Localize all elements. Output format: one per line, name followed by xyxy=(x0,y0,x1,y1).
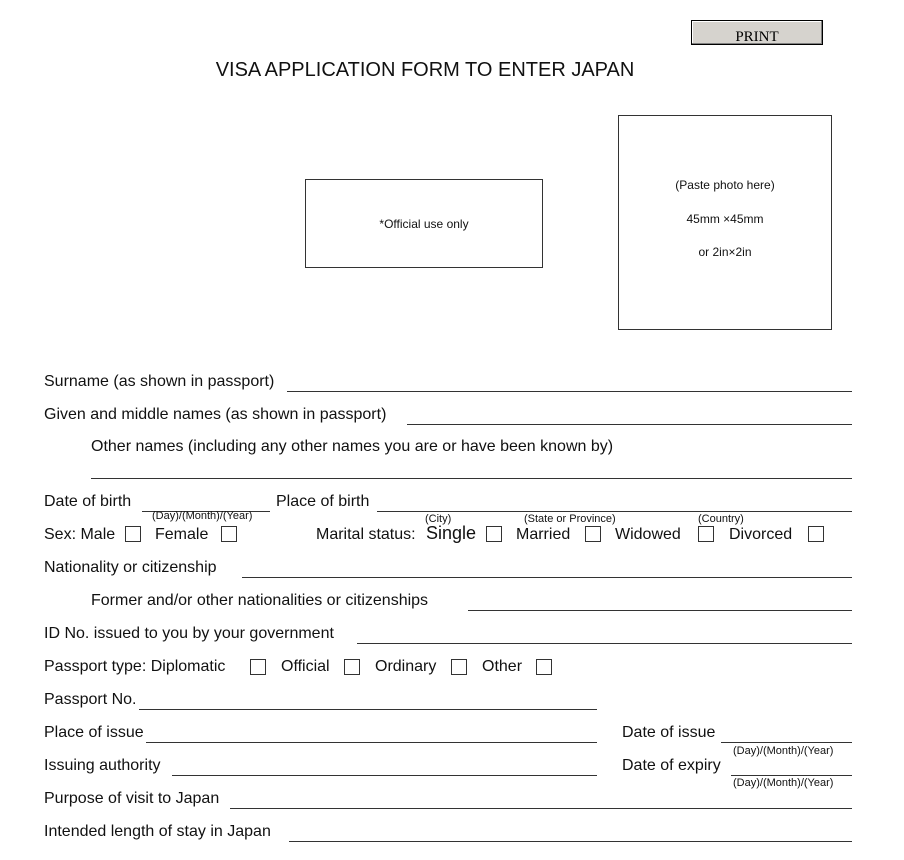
nationality-label: Nationality or citizenship xyxy=(44,559,217,576)
married-checkbox[interactable] xyxy=(585,526,601,542)
purpose-label: Purpose of visit to Japan xyxy=(44,790,220,807)
photo-instruction: (Paste photo here) xyxy=(675,178,775,192)
passport-type-label: Passport type: Diplomatic xyxy=(44,658,226,675)
widowed-checkbox[interactable] xyxy=(698,526,714,542)
passport-number-field[interactable] xyxy=(139,709,597,710)
date-of-expiry-field[interactable] xyxy=(731,775,852,776)
ordinary-checkbox[interactable] xyxy=(451,659,467,675)
form-title: VISA APPLICATION FORM TO ENTER JAPAN xyxy=(215,59,635,81)
issuing-authority-label: Issuing authority xyxy=(44,757,161,774)
photo-size-mm: 45mm ×45mm xyxy=(686,212,764,226)
other-checkbox[interactable] xyxy=(536,659,552,675)
issue-date-format-hint: (Day)/(Month)/(Year) xyxy=(733,745,834,757)
place-of-birth-label: Place of birth xyxy=(276,493,370,510)
date-of-expiry-label: Date of expiry xyxy=(622,757,721,774)
sex-female-label: Female xyxy=(155,526,209,543)
surname-field[interactable] xyxy=(287,391,852,392)
print-button[interactable]: PRINT xyxy=(691,20,823,45)
single-label: Single xyxy=(426,523,477,543)
given-names-field[interactable] xyxy=(407,424,852,425)
pob-city-hint: (City) xyxy=(425,513,452,525)
issuing-authority-field[interactable] xyxy=(172,775,597,776)
length-of-stay-label: Intended length of stay in Japan xyxy=(44,823,271,840)
passport-number-label: Passport No. xyxy=(44,691,137,708)
id-number-field[interactable] xyxy=(357,643,852,644)
place-of-birth-field[interactable] xyxy=(377,511,852,512)
nationality-field[interactable] xyxy=(242,577,852,578)
date-of-issue-label: Date of issue xyxy=(622,724,716,741)
official-use-box xyxy=(305,179,543,268)
widowed-label: Widowed xyxy=(615,526,681,543)
other-names-label: Other names (including any other names you are or have been known by) xyxy=(91,438,614,455)
ordinary-label: Ordinary xyxy=(375,658,437,675)
place-of-issue-label: Place of issue xyxy=(44,724,144,741)
single-checkbox[interactable] xyxy=(486,526,502,542)
length-of-stay-field[interactable] xyxy=(289,841,852,842)
marital-status-label: Marital status: xyxy=(316,526,416,543)
given-names-label: Given and middle names (as shown in passport) xyxy=(44,406,387,423)
photo-size-in: or 2in×2in xyxy=(698,245,752,259)
other-label: Other xyxy=(482,658,523,675)
diplomatic-checkbox[interactable] xyxy=(250,659,266,675)
official-label: Official xyxy=(281,658,330,675)
married-label: Married xyxy=(516,526,571,543)
official-use-label: *Official use only xyxy=(379,216,469,231)
date-of-birth-label: Date of birth xyxy=(44,493,132,510)
date-of-issue-field[interactable] xyxy=(721,742,852,743)
divorced-label: Divorced xyxy=(729,526,793,543)
former-nationalities-label: Former and/or other nationalities or citizenships xyxy=(91,592,429,609)
id-number-label: ID No. issued to you by your government xyxy=(44,625,334,642)
former-nationalities-field[interactable] xyxy=(468,610,852,611)
expiry-date-format-hint: (Day)/(Month)/(Year) xyxy=(733,777,834,789)
photo-box[interactable] xyxy=(618,115,832,330)
pob-state-hint: (State or Province) xyxy=(524,513,616,525)
place-of-issue-field[interactable] xyxy=(146,742,597,743)
sex-label: Sex: Male xyxy=(44,526,116,543)
surname-label: Surname (as shown in passport) xyxy=(44,373,275,390)
purpose-field[interactable] xyxy=(230,808,852,809)
sex-male-checkbox[interactable] xyxy=(125,526,141,542)
sex-female-checkbox[interactable] xyxy=(221,526,237,542)
official-checkbox[interactable] xyxy=(344,659,360,675)
dob-format-hint: (Day)/(Month)/(Year) xyxy=(152,510,253,522)
pob-country-hint: (Country) xyxy=(698,513,744,525)
other-names-field[interactable] xyxy=(91,478,852,479)
divorced-checkbox[interactable] xyxy=(808,526,824,542)
